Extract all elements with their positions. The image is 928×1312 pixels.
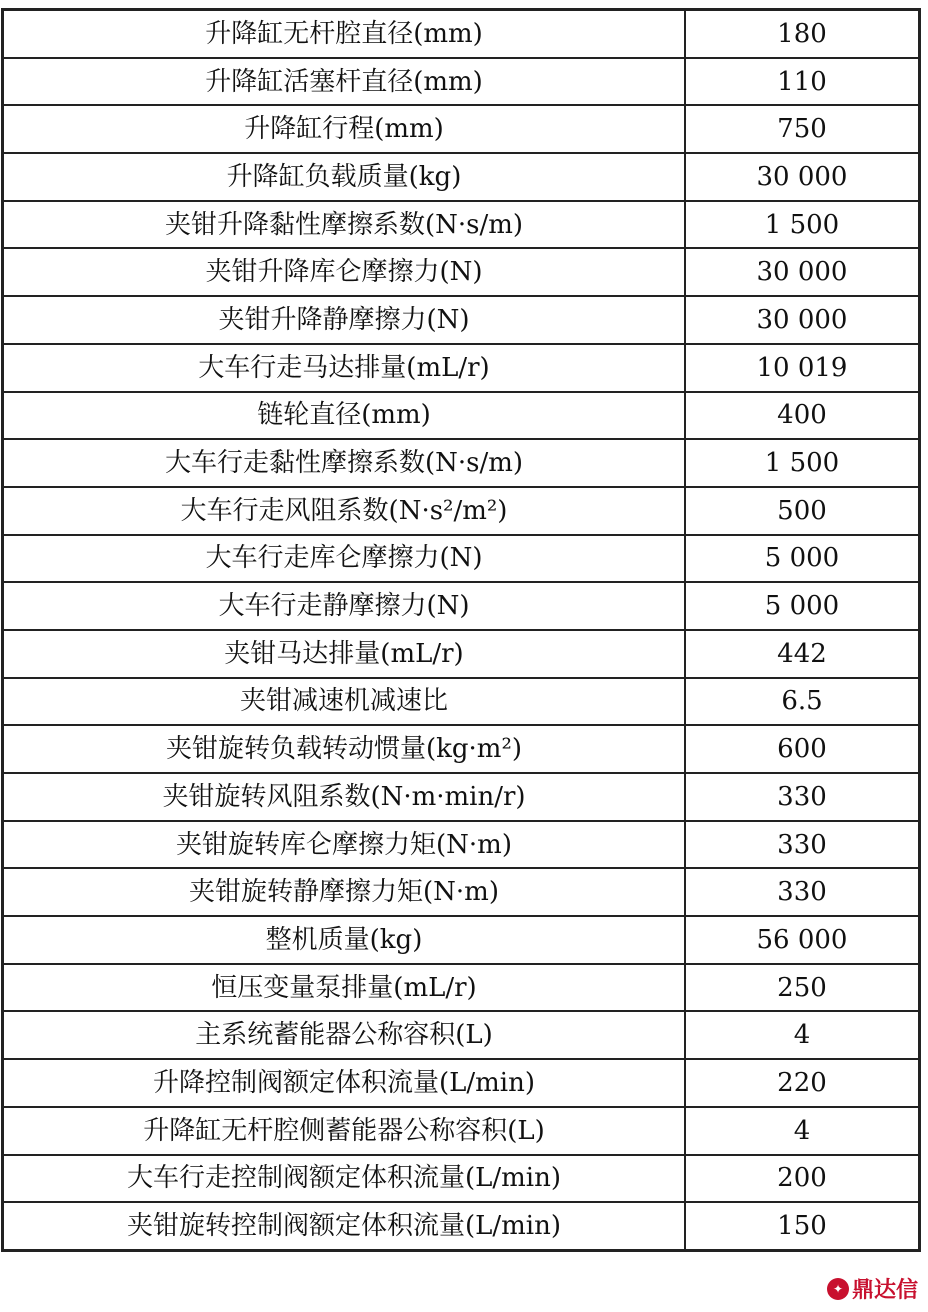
parameter-name-cell: 大车行走静摩擦力(N): [3, 582, 686, 630]
parameter-value-cell: 400: [685, 392, 920, 440]
parameter-name-cell: 大车行走库仑摩擦力(N): [3, 535, 686, 583]
parameter-name-cell: 大车行走黏性摩擦系数(N·s/m): [3, 439, 686, 487]
parameter-name-cell: 升降控制阀额定体积流量(L/min): [3, 1059, 686, 1107]
parameter-value-cell: 56 000: [685, 916, 920, 964]
parameter-value-cell: 1 500: [685, 439, 920, 487]
table-row: [3, 487, 920, 535]
table-row: [3, 773, 920, 821]
parameter-name-cell: 夹钳升降库仑摩擦力(N): [3, 248, 686, 296]
brand-logo-icon: ✦: [827, 1278, 849, 1300]
table-row: [3, 964, 920, 1012]
parameter-value-cell: 6.5: [685, 678, 920, 726]
parameter-name-cell: 夹钳旋转负载转动惯量(kg·m²): [3, 725, 686, 773]
table-row: [3, 821, 920, 869]
parameter-name-cell: 夹钳升降静摩擦力(N): [3, 296, 686, 344]
watermark: [825, 1273, 920, 1304]
parameter-name-cell: 整机质量(kg): [3, 916, 686, 964]
table-row: [3, 296, 920, 344]
watermark-text: 鼎达信: [851, 1278, 918, 1303]
table-row: [3, 535, 920, 583]
parameter-value-cell: 150: [685, 1202, 920, 1250]
parameter-name-cell: 夹钳旋转控制阀额定体积流量(L/min): [3, 1202, 686, 1250]
parameter-name-cell: 链轮直径(mm): [3, 392, 686, 440]
parameter-name-cell: 大车行走控制阀额定体积流量(L/min): [3, 1155, 686, 1203]
parameter-value-cell: 750: [685, 105, 920, 153]
parameter-value-cell: 4: [685, 1107, 920, 1155]
parameter-value-cell: 30 000: [685, 248, 920, 296]
parameter-value-cell: 500: [685, 487, 920, 535]
table-row: [3, 1202, 920, 1250]
table-row: [3, 439, 920, 487]
parameter-value-cell: 180: [685, 10, 920, 58]
table-row: [3, 725, 920, 773]
parameter-value-cell: 1 500: [685, 201, 920, 249]
table-row: [3, 678, 920, 726]
table-row: [3, 10, 920, 58]
parameter-name-cell: 升降缸行程(mm): [3, 105, 686, 153]
table-row: [3, 630, 920, 678]
parameter-value-cell: 220: [685, 1059, 920, 1107]
table-row: [3, 201, 920, 249]
table-row: [3, 1011, 920, 1059]
table-row: [3, 392, 920, 440]
parameter-value-cell: 110: [685, 58, 920, 106]
parameter-name-cell: 夹钳马达排量(mL/r): [3, 630, 686, 678]
table-row: [3, 1107, 920, 1155]
parameter-name-cell: 恒压变量泵排量(mL/r): [3, 964, 686, 1012]
parameter-name-cell: 夹钳升降黏性摩擦系数(N·s/m): [3, 201, 686, 249]
parameter-value-cell: 4: [685, 1011, 920, 1059]
parameter-name-cell: 升降缸无杆腔直径(mm): [3, 10, 686, 58]
parameter-name-cell: 升降缸活塞杆直径(mm): [3, 58, 686, 106]
parameter-value-cell: 30 000: [685, 153, 920, 201]
table-row: [3, 916, 920, 964]
parameter-value-cell: 5 000: [685, 582, 920, 630]
parameter-name-cell: 夹钳减速机减速比: [3, 678, 686, 726]
parameter-value-cell: 600: [685, 725, 920, 773]
parameter-name-cell: 夹钳旋转风阻系数(N·m·min/r): [3, 773, 686, 821]
table-row: [3, 1155, 920, 1203]
parameter-value-cell: 330: [685, 868, 920, 916]
parameter-name-cell: 大车行走风阻系数(N·s²/m²): [3, 487, 686, 535]
parameter-name-cell: 大车行走马达排量(mL/r): [3, 344, 686, 392]
table-row: [3, 582, 920, 630]
parameter-table-body: [3, 10, 920, 1251]
parameter-name-cell: 主系统蓄能器公称容积(L): [3, 1011, 686, 1059]
parameter-name-cell: 升降缸负载质量(kg): [3, 153, 686, 201]
parameter-name-cell: 升降缸无杆腔侧蓄能器公称容积(L): [3, 1107, 686, 1155]
parameter-value-cell: 200: [685, 1155, 920, 1203]
parameter-table-container: [1, 8, 913, 1252]
table-row: [3, 1059, 920, 1107]
parameter-value-cell: 250: [685, 964, 920, 1012]
table-row: [3, 153, 920, 201]
table-row: [3, 248, 920, 296]
table-row: [3, 58, 920, 106]
parameter-value-cell: 330: [685, 821, 920, 869]
parameter-value-cell: 10 019: [685, 344, 920, 392]
parameter-value-cell: 5 000: [685, 535, 920, 583]
table-row: [3, 105, 920, 153]
parameter-name-cell: 夹钳旋转库仑摩擦力矩(N·m): [3, 821, 686, 869]
table-row: [3, 868, 920, 916]
parameter-value-cell: 330: [685, 773, 920, 821]
table-row: [3, 344, 920, 392]
parameter-value-cell: 30 000: [685, 296, 920, 344]
parameter-table: [1, 8, 921, 1252]
parameter-name-cell: 夹钳旋转静摩擦力矩(N·m): [3, 868, 686, 916]
parameter-value-cell: 442: [685, 630, 920, 678]
